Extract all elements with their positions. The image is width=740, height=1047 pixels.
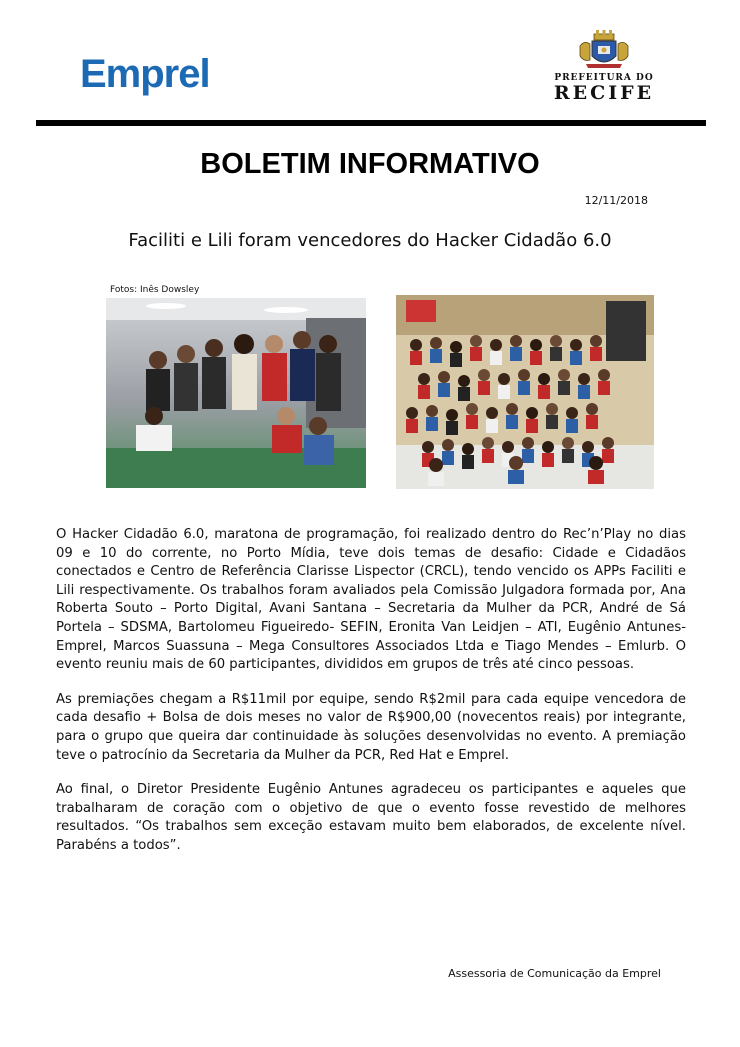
logo-recife-text: RECIFE <box>553 82 655 104</box>
city-coat-of-arms-icon <box>576 30 632 70</box>
paragraph-2: As premiações chegam a R$11mil por equipe, sendo R$2mil para cada equipe vencedora de cada desafio + Bolsa de dois meses no valor de R$900,00 (novecentos reais) por integrante, para o grupo que queira dar continuidade às soluções desenvolvidas no evento. A premiação teve o patrocínio da Secretaria da Mulher da PCR, Red Hat e Emprel. <box>56 691 686 763</box>
emprel-logo: Emprel <box>80 52 210 96</box>
group-photo-participants <box>396 295 654 489</box>
headline: Faciliti e Lili foram vencedores do Hacker Cidadão 6.0 <box>128 230 612 251</box>
header-rule <box>36 120 706 126</box>
article-body <box>56 526 686 872</box>
document-title: BOLETIM INFORMATIVO <box>200 148 540 180</box>
footer-credit: Assessoria de Comunicação da Emprel <box>448 967 661 980</box>
document-date: 12/11/2018 <box>584 194 648 207</box>
logo-prefeitura-text: PREFEITURA DO <box>554 73 654 83</box>
photo-credit: Fotos: Inês Dowsley <box>110 285 200 295</box>
prefeitura-recife-logo <box>548 30 660 103</box>
paragraph-1: O Hacker Cidadão 6.0, maratona de programação, foi realizado dentro do Rec’n’Play no dias 09 e 10 do corrente, no Porto Mídia, teve dois temas de desafio: Cidade e Cidadãos conectados e Centro de Referência Clarisse Lispector (CRCL), tendo vencido os APPs Faciliti e Lili respectivamente. Os trabalhos foram avaliados pela Comissão Julgadora formada por, Ana Roberta Souto – Porto Digital, Avani Santana – Secretaria da Mulher da PCR, André de Sá Portela – SDSMA, Bartolomeu Figueiredo- SEFIN, Eronita Van Leidjen – ATI, Eugênio Antunes- Emprel, Marcos Suassuna – Mega Consultores Associados Ltda e Tiago Mendes – Emlurb. O evento reuniu mais de 60 participantes, divididos em grupos de três até cinco pessoas. <box>56 527 686 673</box>
paragraph-3: Ao final, o Diretor Presidente Eugênio Antunes agradeceu os participantes e aqueles que trabalharam de coração com o objetivo de que o evento fosse revestido de melhores resultados. “Os trabalhos sem exceção estavam muito bem elaborados, de excelente nível. Parabéns a todos”. <box>56 782 686 853</box>
group-photo-winners <box>106 298 366 488</box>
